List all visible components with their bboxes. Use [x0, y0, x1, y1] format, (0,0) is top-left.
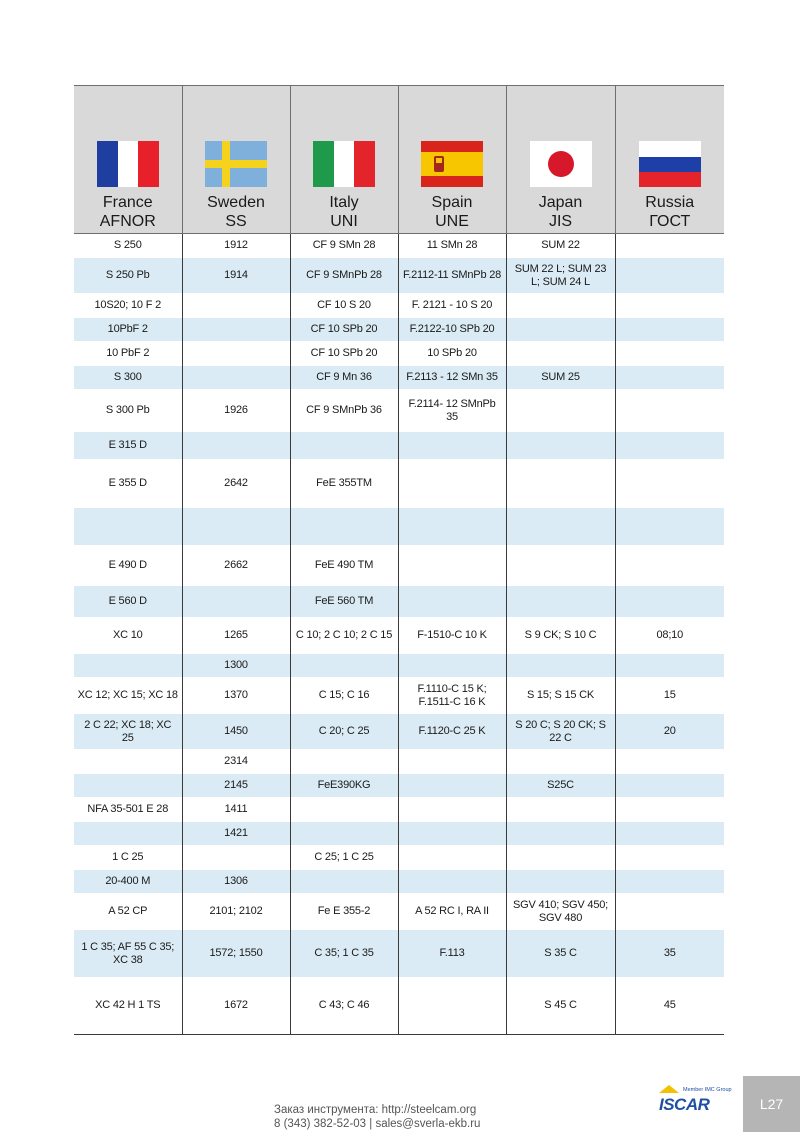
table-cell: CF 10 SPb 20 [290, 318, 398, 342]
table-row [74, 750, 724, 774]
table-row [74, 930, 724, 978]
table-cell [615, 432, 724, 460]
table-cell: 1411 [182, 798, 290, 822]
table-cell: 1450 [182, 714, 290, 750]
table-cell [398, 432, 506, 460]
table-cell: C 20; C 25 [290, 714, 398, 750]
table-cell: 08;10 [615, 618, 724, 654]
table-row [74, 318, 724, 342]
table-cell: SGV 410; SGV 450; SGV 480 [506, 894, 615, 930]
table-cell [615, 798, 724, 822]
table-cell: F.2114- 12 SMnPb 35 [398, 390, 506, 432]
table-cell: S 15; S 15 CK [506, 678, 615, 714]
japan-flag-icon [530, 141, 592, 187]
table-cell [615, 342, 724, 366]
table-cell: F.2113 - 12 SMn 35 [398, 366, 506, 390]
table-cell: 1265 [182, 618, 290, 654]
table-row [74, 432, 724, 460]
table-cell [615, 654, 724, 678]
table-row [74, 618, 724, 654]
table-cell: XC 12; XC 15; XC 18 [74, 678, 182, 714]
table-row [74, 586, 724, 618]
table-cell: 2145 [182, 774, 290, 798]
table-cell [290, 654, 398, 678]
table-cell: CF 9 SMn 28 [290, 234, 398, 258]
table-cell [615, 508, 724, 546]
table-cell: 1370 [182, 678, 290, 714]
table-cell [182, 846, 290, 870]
table-row [74, 714, 724, 750]
table-cell [615, 318, 724, 342]
table-cell: CF 9 SMnPb 36 [290, 390, 398, 432]
table-cell [615, 750, 724, 774]
table-cell: F.2112-11 SMnPb 28 [398, 258, 506, 294]
table-cell: C 10; 2 C 10; 2 C 15 [290, 618, 398, 654]
table-cell: 10S20; 10 F 2 [74, 294, 182, 318]
page-number: L27 [743, 1076, 800, 1132]
table-cell: 1926 [182, 390, 290, 432]
table-row [74, 546, 724, 586]
table-cell: F.113 [398, 930, 506, 978]
table-bottom-rule [74, 1034, 724, 1035]
table-cell: 15 [615, 678, 724, 714]
table-cell [74, 774, 182, 798]
table-cell [398, 586, 506, 618]
table-cell [506, 432, 615, 460]
table-cell: 20-400 M [74, 870, 182, 894]
table-cell: 2642 [182, 460, 290, 508]
table-cell: S 250 [74, 234, 182, 258]
table-cell: 1306 [182, 870, 290, 894]
table-cell: C 35; 1 C 35 [290, 930, 398, 978]
table-cell [290, 798, 398, 822]
table-cell: 2 C 22; XC 18; XC 25 [74, 714, 182, 750]
table-cell: F.1120-C 25 K [398, 714, 506, 750]
table-cell: CF 10 S 20 [290, 294, 398, 318]
table-row [74, 258, 724, 294]
iscar-logo-icon [657, 1083, 739, 1113]
table-cell: S25C [506, 774, 615, 798]
footer-contact [274, 1103, 480, 1131]
table-cell: S 9 CK; S 10 C [506, 618, 615, 654]
table-row [74, 366, 724, 390]
column-standard: SS [225, 213, 247, 230]
table-cell: FeE390KG [290, 774, 398, 798]
column-header-france [74, 86, 182, 234]
column-standard: UNI [330, 213, 358, 230]
column-country: Italy [329, 194, 359, 211]
table-cell [398, 654, 506, 678]
table-cell [74, 822, 182, 846]
table-cell [615, 460, 724, 508]
france-flag-icon [97, 141, 159, 187]
column-standard: ГОСТ [649, 213, 691, 230]
table-cell: F.2122-10 SPb 20 [398, 318, 506, 342]
table-body [74, 234, 724, 1034]
column-country: Sweden [207, 194, 265, 211]
table-cell: CF 9 SMnPb 28 [290, 258, 398, 294]
table-cell: A 52 CP [74, 894, 182, 930]
table-row [74, 390, 724, 432]
table-cell [74, 750, 182, 774]
table-cell: FeE 490 TM [290, 546, 398, 586]
table-cell [506, 654, 615, 678]
logo-tagline: Member IMC Group [683, 1087, 732, 1093]
table-cell [398, 846, 506, 870]
table-cell [615, 846, 724, 870]
table-cell: SUM 25 [506, 366, 615, 390]
table-cell: F. 2121 - 10 S 20 [398, 294, 506, 318]
table-cell [182, 432, 290, 460]
column-header-japan [506, 86, 615, 234]
column-standard: JIS [548, 213, 573, 230]
footer-phone-line: 8 (343) 382-52-03 | sales@sverla-ekb.ru [274, 1118, 481, 1130]
table-cell: C 43; C 46 [290, 978, 398, 1034]
table-row [74, 294, 724, 318]
column-country: Spain [431, 194, 473, 211]
table-cell: 11 SMn 28 [398, 234, 506, 258]
table-cell: FeE 560 TM [290, 586, 398, 618]
table-cell: A 52 RC I, RA II [398, 894, 506, 930]
column-standard: UNE [435, 213, 469, 230]
table-cell [506, 508, 615, 546]
table-cell [398, 822, 506, 846]
table-cell: 1572; 1550 [182, 930, 290, 978]
table-cell: 2101; 2102 [182, 894, 290, 930]
column-header-sweden [182, 86, 290, 234]
table-cell: S 300 [74, 366, 182, 390]
table-cell: S 250 Pb [74, 258, 182, 294]
table-row [74, 822, 724, 846]
table-cell: 2662 [182, 546, 290, 586]
table-cell: 2314 [182, 750, 290, 774]
table-cell: 45 [615, 978, 724, 1034]
table-cell: Fe E 355-2 [290, 894, 398, 930]
column-header-italy [290, 86, 398, 234]
table-row [74, 508, 724, 546]
table-cell [506, 318, 615, 342]
table-cell: E 315 D [74, 432, 182, 460]
table-cell [182, 508, 290, 546]
table-cell: 1 C 25 [74, 846, 182, 870]
table-cell [398, 978, 506, 1034]
table-row [74, 894, 724, 930]
table-cell: S 35 C [506, 930, 615, 978]
column-country: France [102, 194, 153, 211]
column-header-spain [398, 86, 506, 234]
table-row [74, 798, 724, 822]
table-cell [74, 508, 182, 546]
table-cell [615, 234, 724, 258]
table-cell [506, 846, 615, 870]
table-row [74, 234, 724, 258]
table-cell [615, 822, 724, 846]
table-cell: CF 9 Mn 36 [290, 366, 398, 390]
table-cell [506, 460, 615, 508]
table-cell: 20 [615, 714, 724, 750]
table-cell: 1 C 35; AF 55 C 35; XC 38 [74, 930, 182, 978]
table-cell [290, 870, 398, 894]
table-cell: FeE 355TM [290, 460, 398, 508]
table-cell: E 490 D [74, 546, 182, 586]
table-cell: S 45 C [506, 978, 615, 1034]
table-cell: 1912 [182, 234, 290, 258]
table-cell: 1300 [182, 654, 290, 678]
table-cell [615, 546, 724, 586]
table-cell: XC 10 [74, 618, 182, 654]
spain-flag-icon [421, 141, 483, 187]
table-row [74, 774, 724, 798]
table-cell [182, 366, 290, 390]
table-cell [398, 508, 506, 546]
table-cell: C 25; 1 C 25 [290, 846, 398, 870]
table-row [74, 342, 724, 366]
table-cell [398, 870, 506, 894]
table-cell [506, 798, 615, 822]
table-cell [615, 894, 724, 930]
table-cell: F.1110-C 15 K; F.1511-C 16 K [398, 678, 506, 714]
table-cell: SUM 22 L; SUM 23 L; SUM 24 L [506, 258, 615, 294]
table-cell: S 300 Pb [74, 390, 182, 432]
table-cell [506, 294, 615, 318]
table-cell [506, 342, 615, 366]
table-cell [615, 586, 724, 618]
table-cell: 10PbF 2 [74, 318, 182, 342]
column-country: Russia [645, 194, 695, 211]
column-standard: AFNOR [99, 213, 156, 230]
table-cell [398, 774, 506, 798]
table-cell: 1672 [182, 978, 290, 1034]
column-header-russia [615, 86, 724, 234]
table-cell [506, 546, 615, 586]
table-cell [615, 870, 724, 894]
russia-flag-icon [639, 141, 701, 187]
table-cell [290, 750, 398, 774]
table-cell [615, 294, 724, 318]
table-row [74, 678, 724, 714]
table-cell: E 560 D [74, 586, 182, 618]
table-cell [506, 390, 615, 432]
table-cell [506, 586, 615, 618]
table-cell: XC 42 H 1 TS [74, 978, 182, 1034]
table-cell [615, 258, 724, 294]
italy-flag-icon [313, 141, 375, 187]
footer-order-line: Заказ инструмента: http://steelcam.org [274, 1104, 477, 1116]
table-cell: F-1510-C 10 K [398, 618, 506, 654]
table-cell [506, 870, 615, 894]
table-cell: S 20 C; S 20 CK; S 22 C [506, 714, 615, 750]
sweden-flag-icon [205, 141, 267, 187]
table-row [74, 654, 724, 678]
steel-comparison-table-wrap [74, 85, 724, 1035]
table-cell: 10 SPb 20 [398, 342, 506, 366]
table-cell [182, 342, 290, 366]
table-cell [506, 750, 615, 774]
table-cell [506, 822, 615, 846]
table-cell [615, 774, 724, 798]
column-country: Japan [538, 194, 583, 211]
table-cell [398, 460, 506, 508]
table-cell: 10 PbF 2 [74, 342, 182, 366]
table-row [74, 846, 724, 870]
table-row [74, 978, 724, 1034]
table-cell: SUM 22 [506, 234, 615, 258]
header-row [74, 86, 724, 234]
table-cell: NFA 35-501 E 28 [74, 798, 182, 822]
steel-comparison-table [74, 85, 724, 1034]
table-cell: 1914 [182, 258, 290, 294]
table-cell [182, 318, 290, 342]
table-cell: CF 10 SPb 20 [290, 342, 398, 366]
table-cell: C 15; C 16 [290, 678, 398, 714]
table-cell [290, 508, 398, 546]
table-cell [290, 822, 398, 846]
table-cell [398, 546, 506, 586]
table-cell [182, 294, 290, 318]
table-cell [615, 366, 724, 390]
table-cell: E 355 D [74, 460, 182, 508]
table-cell: 1421 [182, 822, 290, 846]
table-cell [615, 390, 724, 432]
logo-name: ISCAR [659, 1095, 710, 1113]
table-cell [182, 586, 290, 618]
table-cell [398, 798, 506, 822]
table-cell: 35 [615, 930, 724, 978]
table-cell [74, 654, 182, 678]
table-row [74, 870, 724, 894]
table-row [74, 460, 724, 508]
table-cell [398, 750, 506, 774]
table-cell [290, 432, 398, 460]
